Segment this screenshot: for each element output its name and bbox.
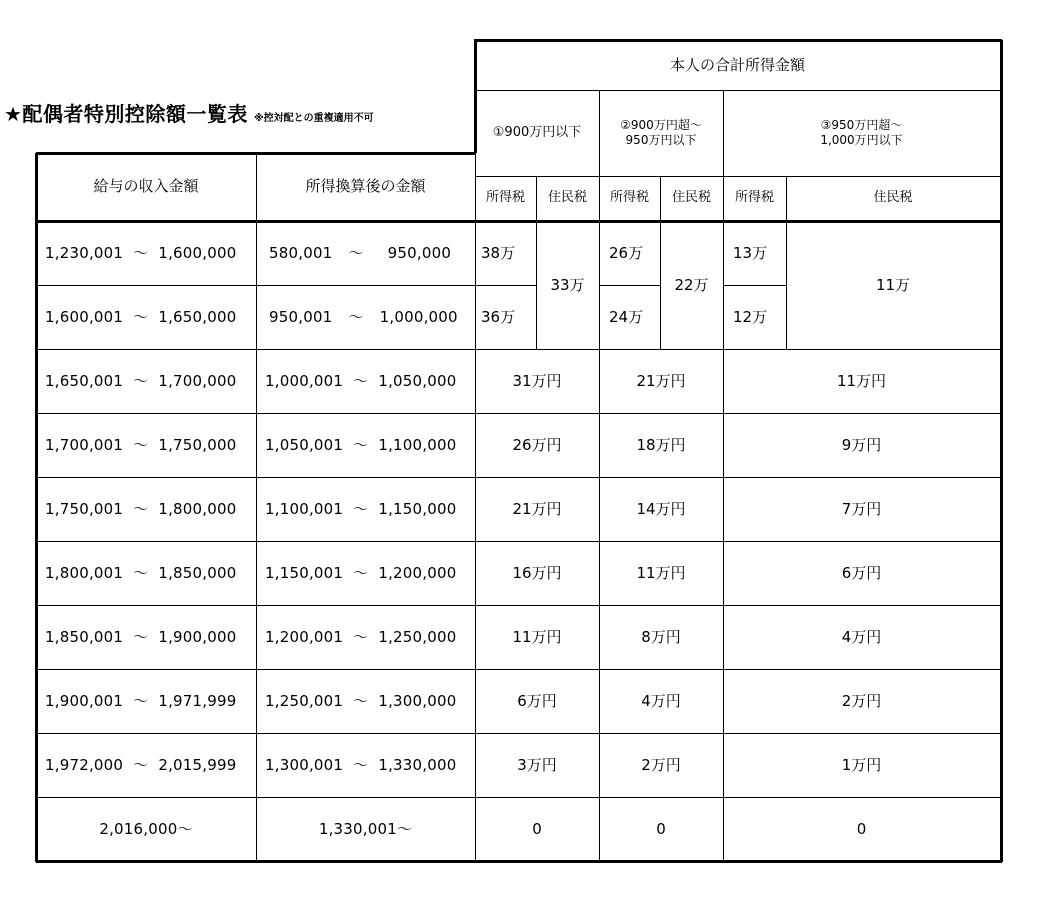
table-row-income: [256, 477, 475, 541]
grid-line: [36, 605, 1000, 606]
grid-line: [599, 90, 600, 861]
grid-line: [36, 349, 1000, 350]
grid-line: [36, 285, 536, 286]
salary-to: 1,750,000: [158, 435, 237, 454]
table-row-b2-amount: 4万円: [641, 691, 681, 710]
salary-to: 1,700,000: [158, 371, 237, 390]
range-tilde: ～: [353, 627, 369, 646]
table-row-b1-amount: 3万円: [517, 755, 557, 774]
range-tilde: ～: [353, 691, 369, 710]
grid-line: [36, 797, 1000, 798]
last-row-b3: 0: [856, 819, 867, 838]
table-row-salary: [36, 413, 256, 477]
split-b1-resident-tax: 33万: [550, 275, 585, 294]
title-main: ★配偶者特別控除額一覧表: [4, 102, 248, 126]
table-row-1-income: [256, 221, 475, 285]
table-row-salary: [36, 669, 256, 733]
salary-from: 1,600,001: [45, 307, 124, 326]
table-row-b3-amount: 11万円: [836, 371, 887, 390]
table-row-income: [256, 413, 475, 477]
income-from: 1,250,001: [265, 691, 344, 710]
table-row-1-b2-income-tax: 26万: [609, 243, 644, 262]
income-from: 950,001: [269, 307, 333, 326]
header-bracket-2: [599, 90, 723, 176]
range-tilde: ～: [353, 499, 369, 518]
table-row-b3-amount: 6万円: [841, 563, 882, 582]
table-row-income: [256, 669, 475, 733]
header-income: 所得換算後の金額: [305, 177, 426, 196]
grid-line: [35, 153, 38, 862]
grid-line: [475, 176, 1000, 177]
header-bracket-3: [723, 90, 1000, 176]
header-bracket-3-line2: 1,000万円以下: [820, 133, 903, 147]
table-row-b2-amount: 14万円: [636, 499, 686, 518]
salary-from: 1,230,001: [45, 243, 124, 262]
salary-from: 1,650,001: [45, 371, 124, 390]
title-note: ※控対配との重複適用不可: [253, 113, 374, 124]
header-bracket-3-line1: ③950万円超～: [820, 118, 903, 132]
table-row-b1-amount: 6万円: [517, 691, 557, 710]
table-row-income: [256, 733, 475, 797]
range-tilde: ～: [133, 563, 149, 582]
table-row-2-b3-income-tax: 12万: [733, 307, 768, 326]
table-row-salary: [36, 605, 256, 669]
last-row-b2: 0: [656, 819, 666, 838]
grid-line: [660, 176, 661, 349]
header-b1-income-tax: 所得税: [485, 189, 525, 205]
table-row-b1-amount: 11万円: [512, 627, 562, 646]
income-to: 1,150,000: [378, 499, 457, 518]
income-to: 1,250,000: [378, 627, 457, 646]
income-to: 1,100,000: [378, 435, 457, 454]
header-b2-income-tax: 所得税: [609, 189, 649, 205]
income-to: 1,000,000: [379, 307, 458, 326]
table-row-b2-amount: 18万円: [636, 435, 686, 454]
range-tilde: ～: [353, 563, 369, 582]
grid-line: [36, 860, 1002, 863]
header-b3-resident-tax: 住民税: [873, 189, 913, 205]
salary-to: 1,600,000: [158, 243, 237, 262]
table-row-2-b1-income-tax: 36万: [481, 307, 516, 326]
table-row-b2-amount: 2万円: [641, 755, 681, 774]
income-from: 1,300,001: [265, 755, 344, 774]
range-tilde: ～: [133, 371, 149, 390]
table-row-b3-amount: 7万円: [841, 499, 882, 518]
table-row-1-b1-income-tax: 38万: [481, 243, 516, 262]
grid-line: [36, 733, 1000, 734]
range-tilde: ～: [348, 307, 364, 326]
income-from: 1,100,001: [265, 499, 344, 518]
table-row-salary: [36, 349, 256, 413]
range-tilde: ～: [133, 307, 149, 326]
grid-line: [36, 477, 1000, 478]
split-b3-resident-tax: 11万: [875, 275, 911, 294]
table-row-b3-amount: 9万円: [841, 435, 882, 454]
range-tilde: ～: [133, 435, 149, 454]
header-salary: 給与の収入金額: [93, 177, 199, 196]
income-from: 1,200,001: [265, 627, 344, 646]
salary-from: 1,750,001: [45, 499, 124, 518]
range-tilde: ～: [353, 755, 369, 774]
grid-line: [474, 39, 1002, 42]
table-row-income: [256, 349, 475, 413]
header-b3-income-tax: 所得税: [734, 189, 774, 205]
header-bracket-2-line2: 950万円以下: [625, 133, 697, 147]
grid-line: [36, 541, 1000, 542]
table-row-b3-amount: 1万円: [841, 755, 882, 774]
grid-line: [36, 220, 1002, 223]
income-to: 950,000: [387, 243, 452, 262]
table-row-salary: [36, 477, 256, 541]
grid-line: [1000, 40, 1003, 862]
table-row-2-b2-income-tax: 24万: [609, 307, 644, 326]
range-tilde: ～: [133, 755, 149, 774]
table-row-b2-amount: 21万円: [636, 371, 686, 390]
header-group-title: 本人の合計所得金額: [669, 55, 805, 74]
range-tilde: ～: [133, 691, 149, 710]
table-row-1-b3-income-tax: 13万: [733, 243, 768, 262]
range-tilde: ～: [133, 499, 149, 518]
grid-line: [536, 176, 537, 349]
table-row-b3-amount: 4万円: [841, 627, 882, 646]
table-row-salary: [36, 541, 256, 605]
table-row-salary: [36, 733, 256, 797]
grid-line: [256, 153, 257, 861]
table-row-b2-amount: 11万円: [636, 563, 686, 582]
last-row-income: 1,330,001～: [318, 819, 413, 838]
table-row-b2-amount: 8万円: [641, 627, 681, 646]
salary-to: 1,650,000: [158, 307, 237, 326]
salary-to: 1,800,000: [158, 499, 237, 518]
income-to: 1,050,000: [378, 371, 457, 390]
grid-line: [36, 413, 1000, 414]
grid-line: [36, 669, 1000, 670]
table-row-income: [256, 541, 475, 605]
income-to: 1,300,000: [378, 691, 457, 710]
salary-to: 1,971,999: [158, 691, 237, 710]
salary-from: 1,972,000: [45, 755, 124, 774]
range-tilde: ～: [133, 243, 149, 262]
salary-to: 1,900,000: [158, 627, 237, 646]
table-row-b1-amount: 31万円: [512, 371, 562, 390]
grid-line: [475, 153, 476, 861]
header-bracket-1: ①900万円以下: [492, 124, 582, 140]
table-row-b1-amount: 21万円: [512, 499, 562, 518]
header-b1-resident-tax: 住民税: [547, 189, 587, 205]
table-row-b1-amount: 26万円: [512, 435, 562, 454]
table-row-b3-amount: 2万円: [841, 691, 882, 710]
grid-line: [723, 90, 724, 861]
table-row-b1-amount: 16万円: [512, 563, 562, 582]
last-row-b1: 0: [532, 819, 542, 838]
grid-line: [599, 285, 660, 286]
table-row-2-salary: [36, 285, 256, 349]
range-tilde: ～: [353, 371, 369, 390]
income-to: 1,200,000: [378, 563, 457, 582]
table-row-income: [256, 605, 475, 669]
range-tilde: ～: [348, 243, 364, 262]
income-to: 1,330,000: [378, 755, 457, 774]
salary-to: 1,850,000: [158, 563, 237, 582]
range-tilde: ～: [353, 435, 369, 454]
salary-from: 1,850,001: [45, 627, 124, 646]
salary-from: 1,900,001: [45, 691, 124, 710]
grid-line: [786, 176, 787, 349]
income-from: 580,001: [269, 243, 333, 262]
header-b2-resident-tax: 住民税: [671, 189, 711, 205]
split-b2-resident-tax: 22万: [674, 275, 709, 294]
income-from: 1,050,001: [265, 435, 344, 454]
grid-line: [474, 40, 477, 153]
income-from: 1,000,001: [265, 371, 344, 390]
table-row-2-income: [256, 285, 475, 349]
grid-line: [723, 285, 786, 286]
last-row-salary: 2,016,000～: [99, 819, 193, 838]
income-from: 1,150,001: [265, 563, 344, 582]
range-tilde: ～: [133, 627, 149, 646]
header-bracket-2-line1: ②900万円超～: [620, 118, 702, 132]
grid-line: [475, 90, 1000, 91]
table-row-1-salary: [36, 221, 256, 285]
salary-to: 2,015,999: [158, 755, 237, 774]
salary-from: 1,700,001: [45, 435, 124, 454]
salary-from: 1,800,001: [45, 563, 124, 582]
